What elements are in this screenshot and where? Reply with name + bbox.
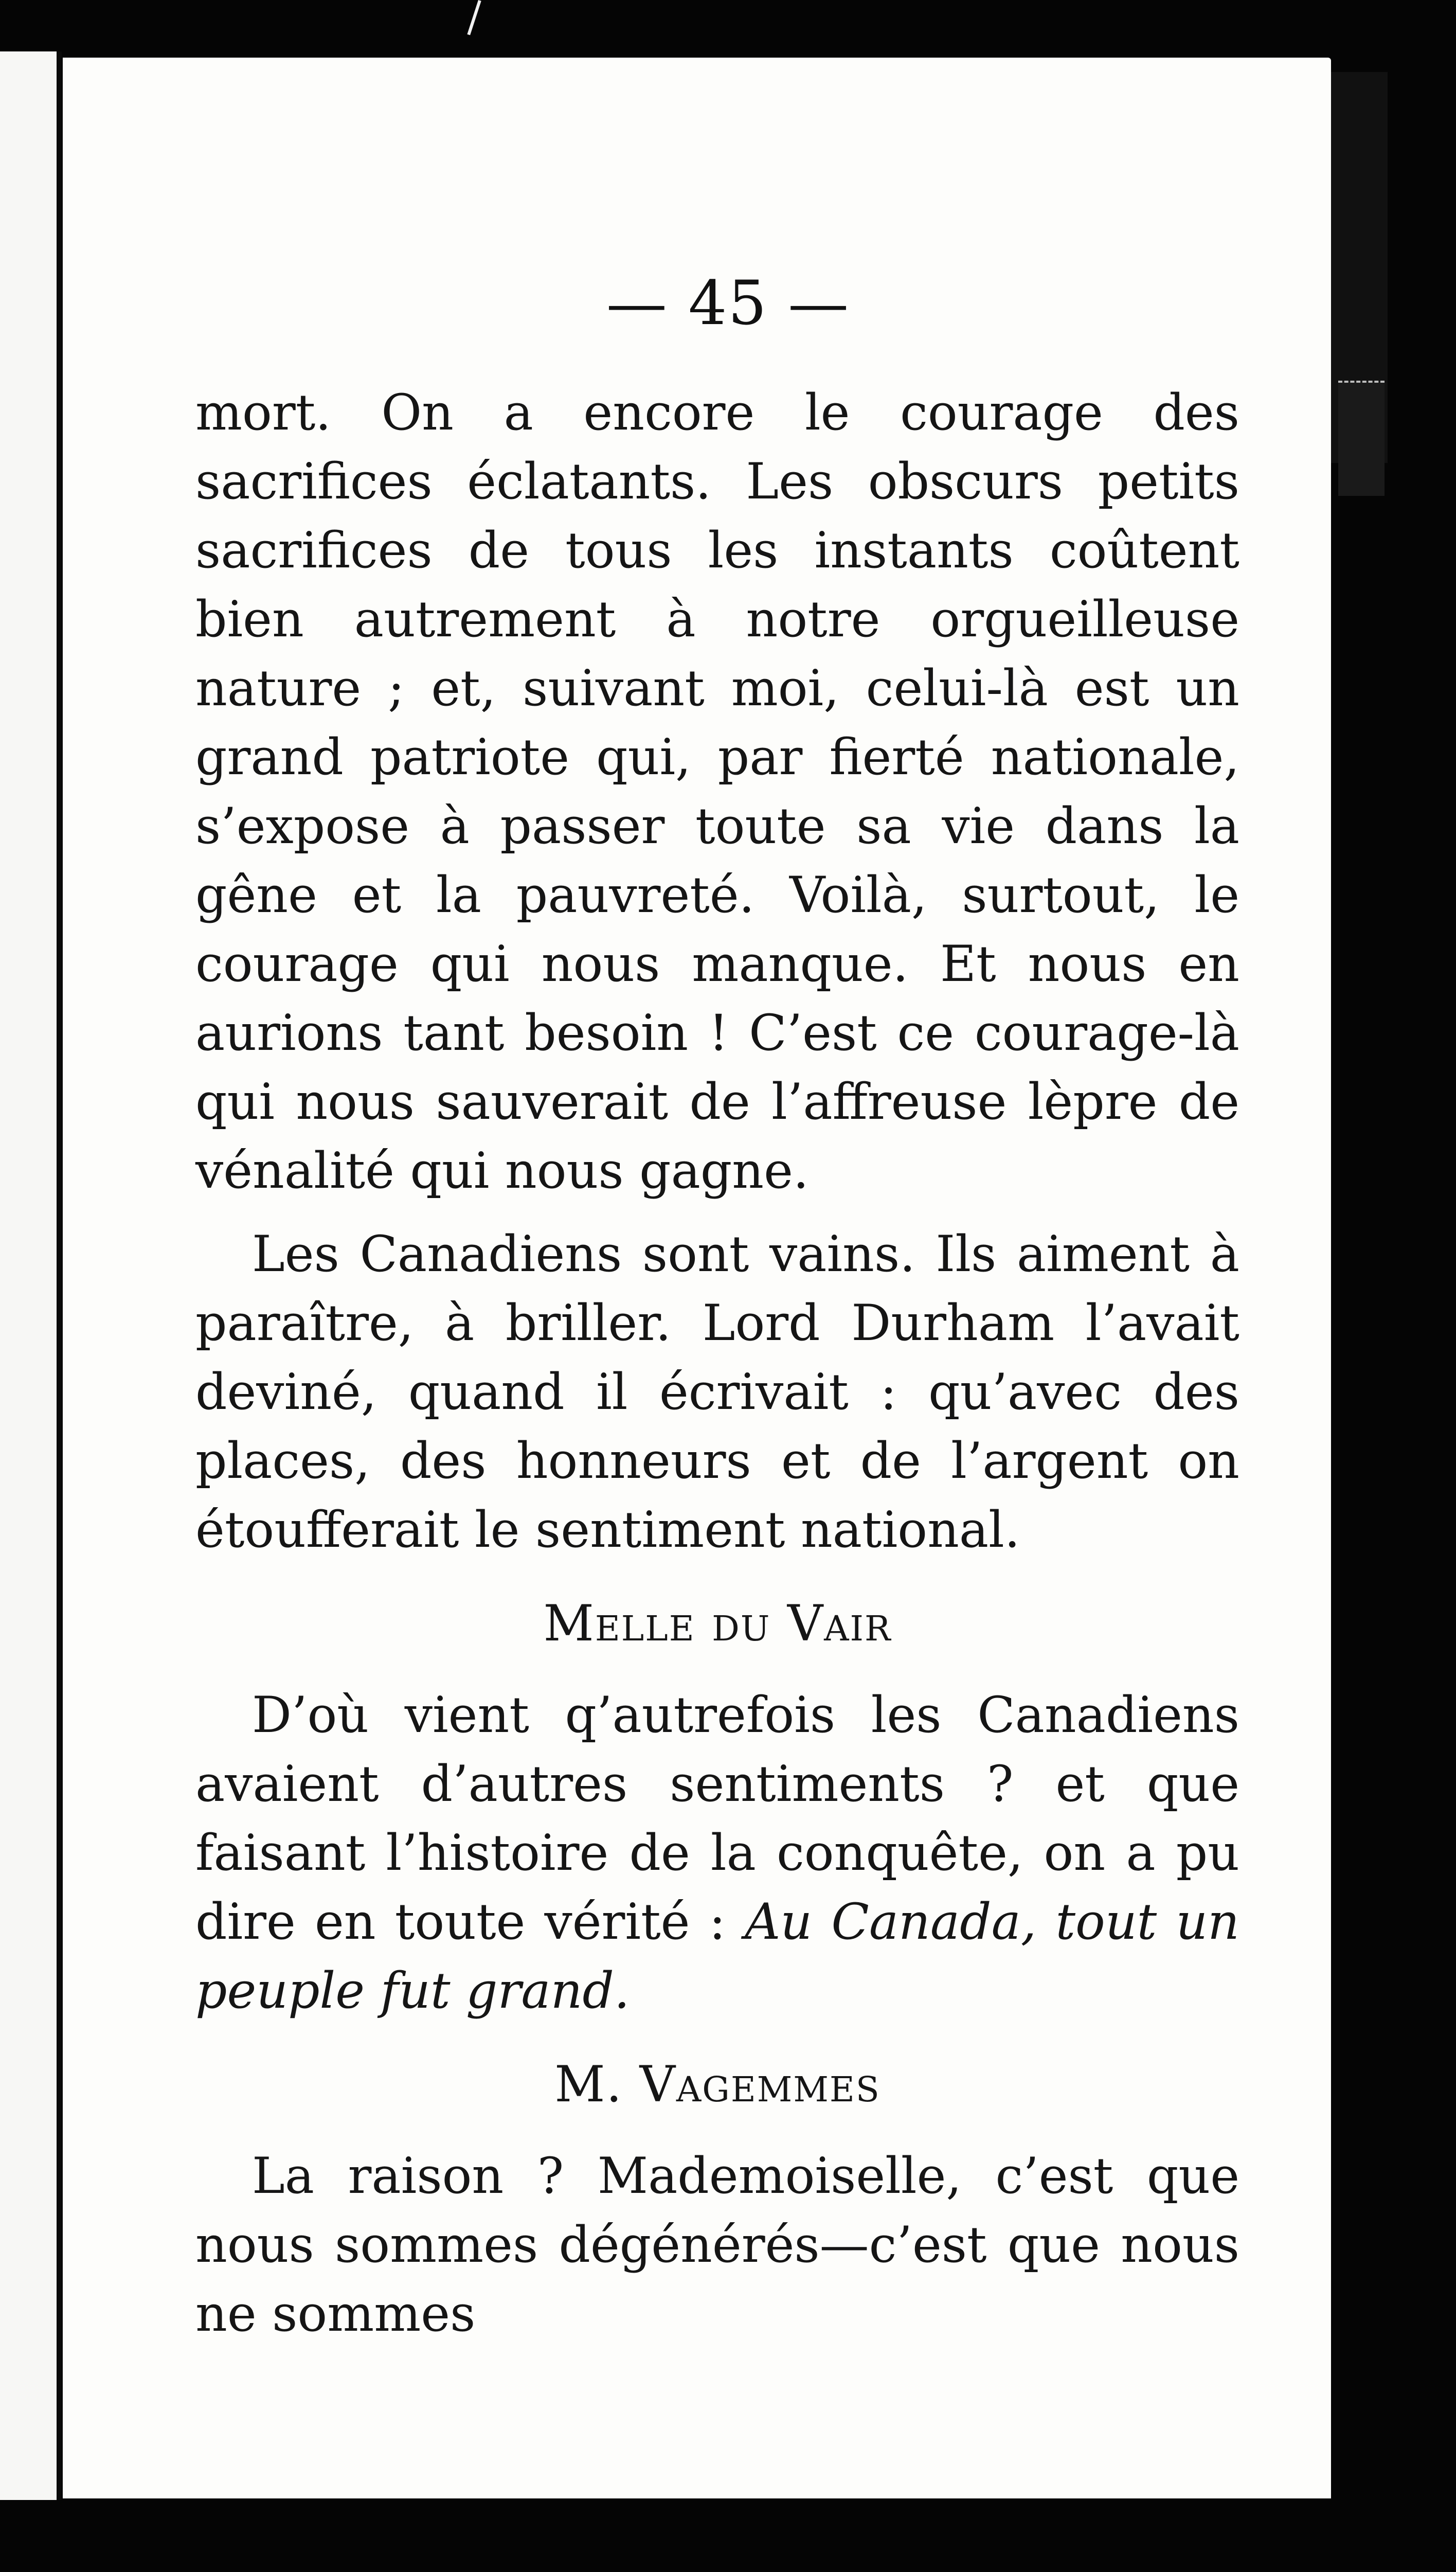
scan-right-border: [1388, 0, 1456, 2572]
paragraph-1: mort. On a encore le courage des sacrifices éclatants. Les obscurs petits sacrifices de tous les instants coûtent bien autrement à notre orgueilleuse nature ; et, suivant moi, celui-là est un grand patriote qui, par fierté nationale, s’expose à passer toute sa vie dans la gêne et la pauvreté. Voilà, surtout, le courage qui nous manque. Et nous en aurions tant besoin ! C’est ce courage-là qui nous sauverait de l’affreuse lèpre de vénalité qui nous gagne.: [195, 384, 1239, 1200]
page-edge-notch: [1338, 381, 1385, 496]
speaker-heading-2: M. Vagemmes: [554, 2056, 880, 2113]
paragraph-3-text: D’où vient q’autrefois les Canadiens avaient d’autres sentiments ? et que faisant l’histoire de la conquête, on a pu dire en toute vérité :: [195, 1686, 1239, 1951]
paragraph-4: La raison ? Mademoiselle, c’est que nous sommes dégénérés—c’est que nous ne sommes: [195, 2147, 1239, 2343]
previous-page-edge: [0, 51, 62, 2510]
paragraph-3: [195, 1681, 1239, 2025]
page-number: — 45 —: [606, 267, 850, 338]
paragraph-3-quote: Au Canada, tout un peuple fut grand.: [195, 1893, 1240, 2020]
speaker-heading-1: Melle du Vair: [543, 1595, 892, 1652]
scan-bottom-border: [0, 2500, 1456, 2572]
page-body: [195, 378, 1239, 2348]
paragraph-2: Les Canadiens sont vains. Ils aiment à paraître, à briller. Lord Durham l’avait deviné, quand il écrivait : qu’avec des places, des honneurs et de l’argent on étoufferait le sentiment national.: [195, 1225, 1239, 1559]
